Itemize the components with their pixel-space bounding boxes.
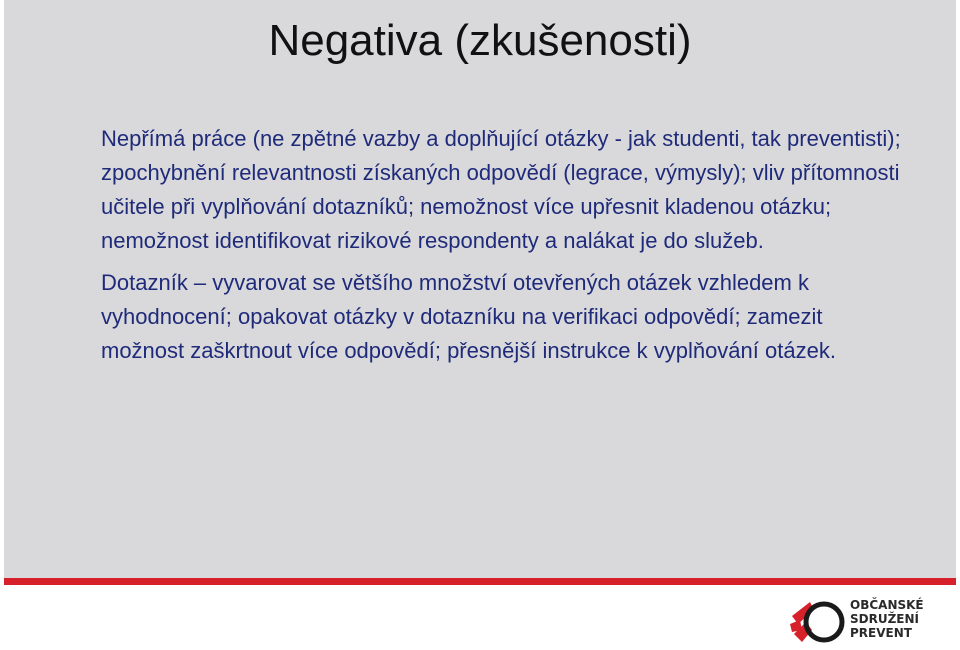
logo-line-2: SDRUŽENÍ [850,612,919,626]
prevent-logo [788,594,938,646]
footer-red-rule [4,578,956,585]
body-paragraph-1: Nepřímá práce (ne zpětné vazby a doplňující otázky - jak studenti, tak preventisti); zpochybnění relevantnosti získaných odpovědí (legrace, výmysly); vliv přítomnosti učitele při vyplňování dotazníků; nemožnost více upřesnit kladenou otázku; nemožnost identifikovat rizikové respondenty a nalákat je do služeb. [101,126,901,253]
slide-body [101,122,911,376]
slide-panel [4,0,956,578]
body-paragraph-2: Dotazník – vyvarovat se většího množství otevřených otázek vzhledem k vyhodnocení; opakovat otázky v dotazníku na verifikaci odpovědí; zamezit možnost zaškrtnout více odpovědí; přesnější instrukce k vyplňování otázek. [101,270,836,363]
slide-title: Negativa (zkušenosti) [268,16,692,65]
logo-line-3: PREVENT [850,626,912,640]
logo-line-1: OBČANSKÉ [850,598,924,612]
prevent-logo-mark-icon [788,594,848,646]
prevent-logo-text [850,598,924,640]
